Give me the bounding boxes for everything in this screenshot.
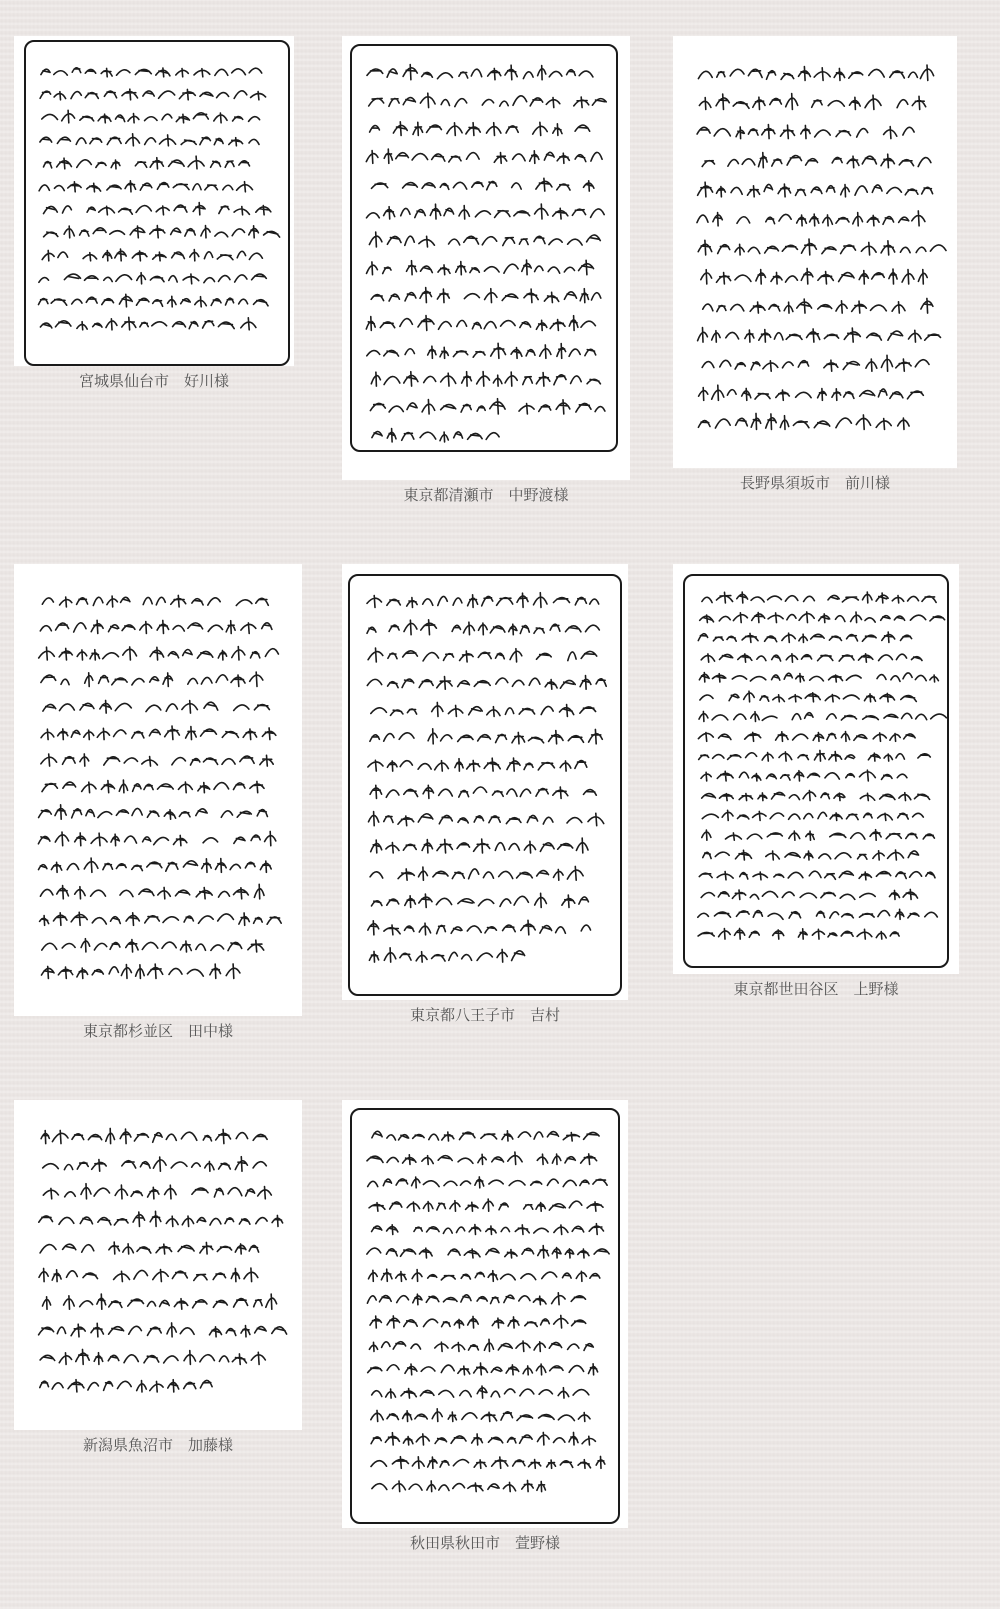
handwriting-line <box>39 294 269 307</box>
handwriting-strokes <box>14 36 294 366</box>
handwriting-line <box>43 1157 267 1172</box>
handwriting-line <box>42 939 264 952</box>
customer-caption: 東京都清瀬市 中野渡様 <box>403 486 569 504</box>
handwriting-line <box>370 122 590 136</box>
handwriting-line <box>701 889 917 899</box>
handwriting-line <box>702 791 930 801</box>
handwriting-strokes <box>14 1100 302 1430</box>
customer-caption: 長野県須坂市 前川様 <box>739 474 890 492</box>
handwriting-line <box>369 1339 593 1351</box>
customer-caption: 宮城県仙台市 好川様 <box>78 372 229 390</box>
handwriting-line <box>369 232 600 247</box>
handwriting-line <box>40 134 259 146</box>
handwriting-line <box>368 758 587 771</box>
handwriting-line <box>701 770 907 781</box>
handwriting-line <box>370 729 602 744</box>
handwriting-line <box>42 595 268 607</box>
handwriting-line <box>698 632 911 642</box>
handwriting-line <box>699 871 935 880</box>
handwriting-scribbles <box>342 1100 628 1528</box>
handwriting-line <box>369 93 607 107</box>
handwritten-letter-image <box>673 564 959 974</box>
handwriting-line <box>44 156 250 169</box>
handwriting-line <box>42 964 240 979</box>
handwriting-strokes <box>342 564 628 1000</box>
handwriting-strokes <box>14 564 302 1016</box>
handwriting-line <box>370 399 605 414</box>
handwriting-line <box>371 1409 590 1422</box>
handwriting-line <box>39 805 268 819</box>
handwriting-line <box>41 672 263 687</box>
handwritten-letter-image <box>342 36 630 480</box>
handwriting-line <box>370 1315 586 1328</box>
handwriting-scribbles <box>342 36 630 480</box>
handwriting-line <box>39 647 279 661</box>
handwriting-line <box>700 612 945 623</box>
handwriting-line <box>697 125 914 139</box>
handwriting-line <box>703 850 919 860</box>
handwriting-line <box>367 1293 585 1305</box>
handwriting-scribbles <box>14 564 302 1016</box>
handwriting-line <box>367 620 599 635</box>
handwriting-line <box>369 1269 600 1281</box>
handwriting-line <box>372 893 589 907</box>
handwriting-line <box>369 812 604 826</box>
handwriting-line <box>703 298 933 313</box>
handwriting-scribbles <box>14 36 294 366</box>
handwriting-line <box>699 711 946 721</box>
handwriting-line <box>41 1128 267 1143</box>
handwriting-line <box>42 780 264 793</box>
handwriting-line <box>367 676 606 690</box>
handwriting-line <box>39 858 272 872</box>
handwriting-line <box>698 909 938 919</box>
handwriting-line <box>367 204 605 219</box>
handwriting-line <box>43 1294 277 1309</box>
handwriting-line <box>369 1199 603 1211</box>
handwriting-line <box>697 211 925 226</box>
handwritten-letter-image <box>14 1100 302 1430</box>
customer-caption: 東京都世田谷区 上野様 <box>733 980 899 998</box>
customer-caption: 新潟県魚沼市 加藤様 <box>82 1436 233 1454</box>
handwriting-line <box>44 203 271 215</box>
handwriting-strokes <box>342 36 630 480</box>
handwriting-line <box>368 1363 598 1375</box>
handwriting-line <box>369 948 524 962</box>
handwriting-line <box>372 429 499 442</box>
handwriting-line <box>366 149 602 163</box>
handwriting-line <box>702 830 935 841</box>
handwriting-line <box>39 1211 283 1226</box>
handwriting-scribbles <box>673 36 957 468</box>
handwriting-line <box>39 181 252 192</box>
handwriting-line <box>41 68 262 77</box>
handwriting-line <box>367 1246 609 1258</box>
handwriting-line <box>701 268 927 284</box>
handwriting-line <box>371 1456 605 1468</box>
handwriting-scribbles <box>14 1100 302 1430</box>
handwriting-line <box>42 110 260 123</box>
handwriting-line <box>43 1184 271 1199</box>
handwriting-line <box>372 1224 604 1235</box>
handwriting-scribbles <box>342 564 628 1000</box>
handwriting-line <box>42 249 262 261</box>
handwriting-line <box>699 385 924 400</box>
handwriting-line <box>39 1323 287 1337</box>
handwriting-line <box>699 750 931 761</box>
handwriting-line <box>40 884 264 899</box>
handwriting-line <box>40 1349 265 1364</box>
handwriting-line <box>368 1177 607 1188</box>
customer-caption: 東京都八王子市 吉村 <box>409 1006 560 1024</box>
handwriting-line <box>701 654 922 662</box>
handwriting-line <box>40 912 282 925</box>
handwriting-line <box>698 413 909 429</box>
handwriting-scribbles <box>673 564 959 974</box>
handwritten-letter-image <box>14 36 294 366</box>
handwriting-line <box>702 153 931 168</box>
handwritten-letter-image <box>14 564 302 1016</box>
handwriting-line <box>39 1268 258 1282</box>
handwriting-line <box>367 343 596 358</box>
handwriting-line <box>367 260 594 275</box>
handwriting-line <box>702 592 936 603</box>
handwritten-letter-image <box>342 564 628 1000</box>
handwriting-strokes <box>342 1100 628 1528</box>
handwritten-letter-image <box>673 36 957 468</box>
handwriting-line <box>40 89 266 100</box>
handwriting-line <box>371 838 588 853</box>
handwriting-line <box>39 273 266 284</box>
handwriting-line <box>371 372 600 387</box>
handwriting-line <box>38 831 275 845</box>
handwriting-line <box>40 1380 212 1392</box>
handwriting-line <box>41 726 276 740</box>
handwriting-line <box>699 673 938 682</box>
handwriting-line <box>700 691 916 702</box>
handwriting-line <box>366 316 595 331</box>
handwriting-line <box>371 702 596 716</box>
handwriting-line <box>699 94 925 110</box>
handwriting-line <box>702 810 923 820</box>
handwriting-line <box>40 317 256 330</box>
handwriting-line <box>370 866 583 880</box>
handwriting-line <box>698 928 899 939</box>
handwriting-line <box>698 328 941 343</box>
handwriting-line <box>370 785 596 798</box>
handwriting-line <box>368 920 591 935</box>
handwriting-line <box>698 239 946 255</box>
handwriting-line <box>698 732 915 742</box>
handwriting-line <box>367 1152 597 1164</box>
handwriting-line <box>371 288 601 303</box>
handwriting-line <box>372 178 594 191</box>
handwriting-line <box>367 593 599 608</box>
customer-caption: 東京都杉並区 田中様 <box>82 1022 233 1040</box>
handwriting-line <box>371 1432 595 1445</box>
handwriting-line <box>41 754 273 766</box>
handwriting-strokes <box>673 564 959 974</box>
handwriting-line <box>43 700 270 713</box>
customer-caption: 秋田県秋田市 萱野様 <box>409 1534 560 1552</box>
handwriting-line <box>367 65 593 80</box>
handwriting-line <box>698 65 933 80</box>
handwriting-line <box>372 1131 599 1141</box>
handwriting-line <box>372 1480 546 1491</box>
handwriting-strokes <box>673 36 957 468</box>
handwriting-line <box>368 648 597 662</box>
handwriting-line <box>372 1386 589 1398</box>
handwriting-line <box>44 226 280 238</box>
handwritten-letter-image <box>342 1100 628 1528</box>
handwriting-line <box>698 182 933 197</box>
handwriting-line <box>702 355 929 371</box>
handwriting-line <box>40 620 272 633</box>
handwriting-line <box>40 1242 259 1254</box>
